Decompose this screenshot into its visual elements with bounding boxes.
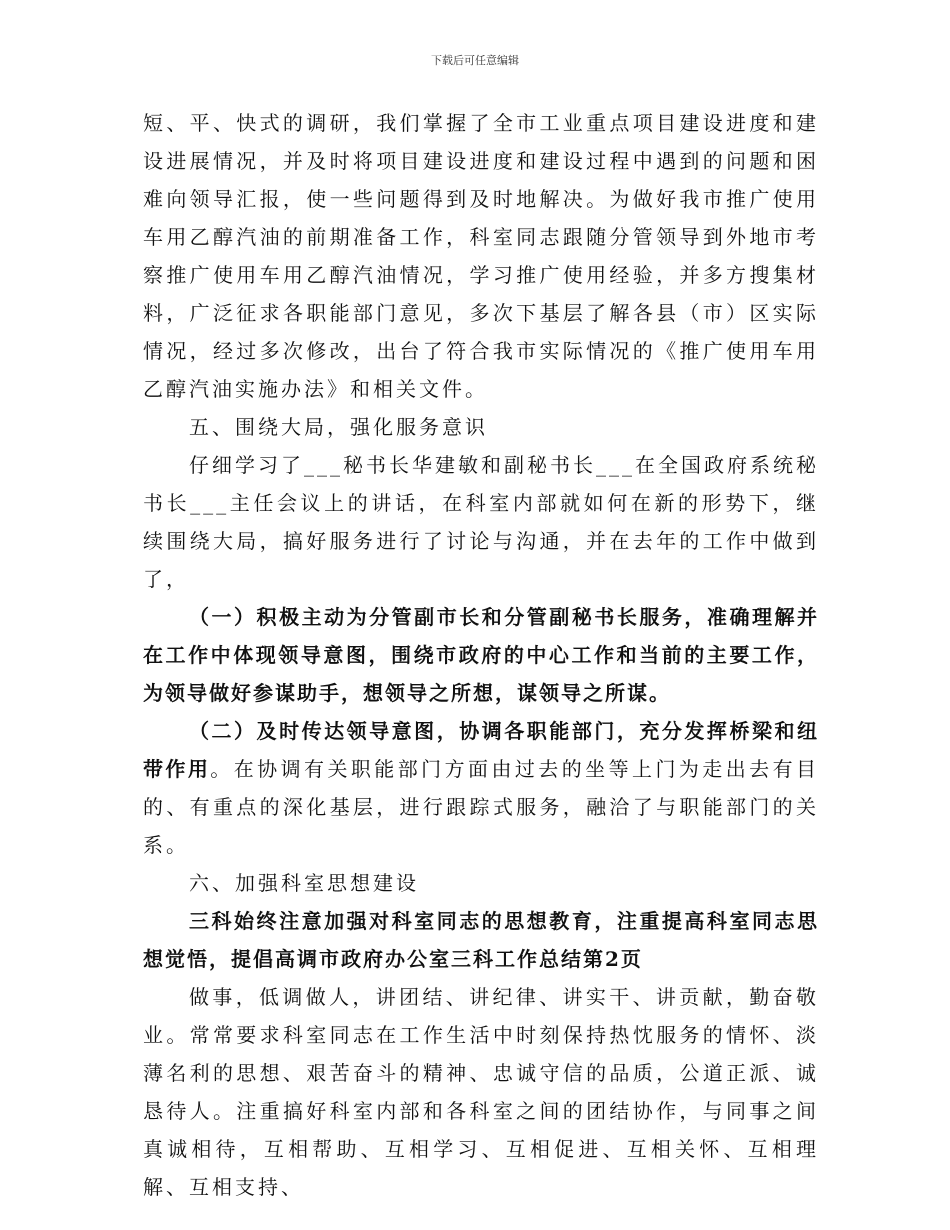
paragraph-item-2-rest: 。在协调有关职能部门方面由过去的坐等上门为走出去有目的、有重点的深化基层，进行跟踪式服务，融洽了与职能部门的关系。 [143,757,820,857]
document-body [143,104,819,1206]
section-heading-5: 五、围绕大局，强化服务意识 [189,415,488,439]
paragraph-thought-education: 三科始终注意加强对科室同志的思想教育，注重提高科室同志思想觉悟，提倡高调市政府办公室三科工作总结第2页 [143,909,819,971]
paragraph-conduct: 做事，低调做人，讲团结、讲纪律、讲实干、讲贡献，勤奋敬业。常常要求科室同志在工作生活中时刻保持热忱服务的情怀、淡薄名利的思想、艰苦奋斗的精神、忠诚守信的品质，公道正派、诚恳待人。注重搞好科室内部和各科室之间的团结协作，与同事之间真诚相待，互相帮助、互相学习、互相促进、互相关怀、互相理解、互相支持、 [143,985,819,1199]
section-heading-6: 六、加强科室思想建设 [189,871,419,895]
paragraph-item-1: （一）积极主动为分管副市长和分管副秘书长服务，准确理解并在工作中体现领导意图，围绕市政府的中心工作和当前的主要工作，为领导做好参谋助手，想领导之所想，谋领导之所谋。 [143,605,819,705]
paragraph-item-2-bold: （二）及时传达领导意图，协调各职能部门，充分发挥桥梁和纽带作用 [143,719,819,781]
paragraph-item-2 [143,712,819,864]
page-header: 下载后可任意编辑 [431,54,519,67]
paragraph-study: 仔细学习了___秘书长华建敏和副秘书长___在全国政府系统秘书长___主任会议上的讲话，在科室内部就如何在新的形势下，继续围绕大局，搞好服务进行了讨论与沟通，并在去年的工作中做到了， [143,453,819,591]
paragraph-research: 短、平、快式的调研，我们掌握了全市工业重点项目建设进度和建设进展情况，并及时将项目建设进度和建设过程中遇到的问题和困难向领导汇报，使一些问题得到及时地解决。为做好我市推广使用车用乙醇汽油的前期准备工作，科室同志跟随分管领导到外地市考察推广使用车用乙醇汽油情况，学习推广使用经验，并多方搜集材料，广泛征求各职能部门意见，多次下基层了解各县（市）区实际情况，经过多次修改，出台了符合我市实际情况的《推广使用车用乙醇汽油实施办法》和相关文件。 [143,111,819,401]
